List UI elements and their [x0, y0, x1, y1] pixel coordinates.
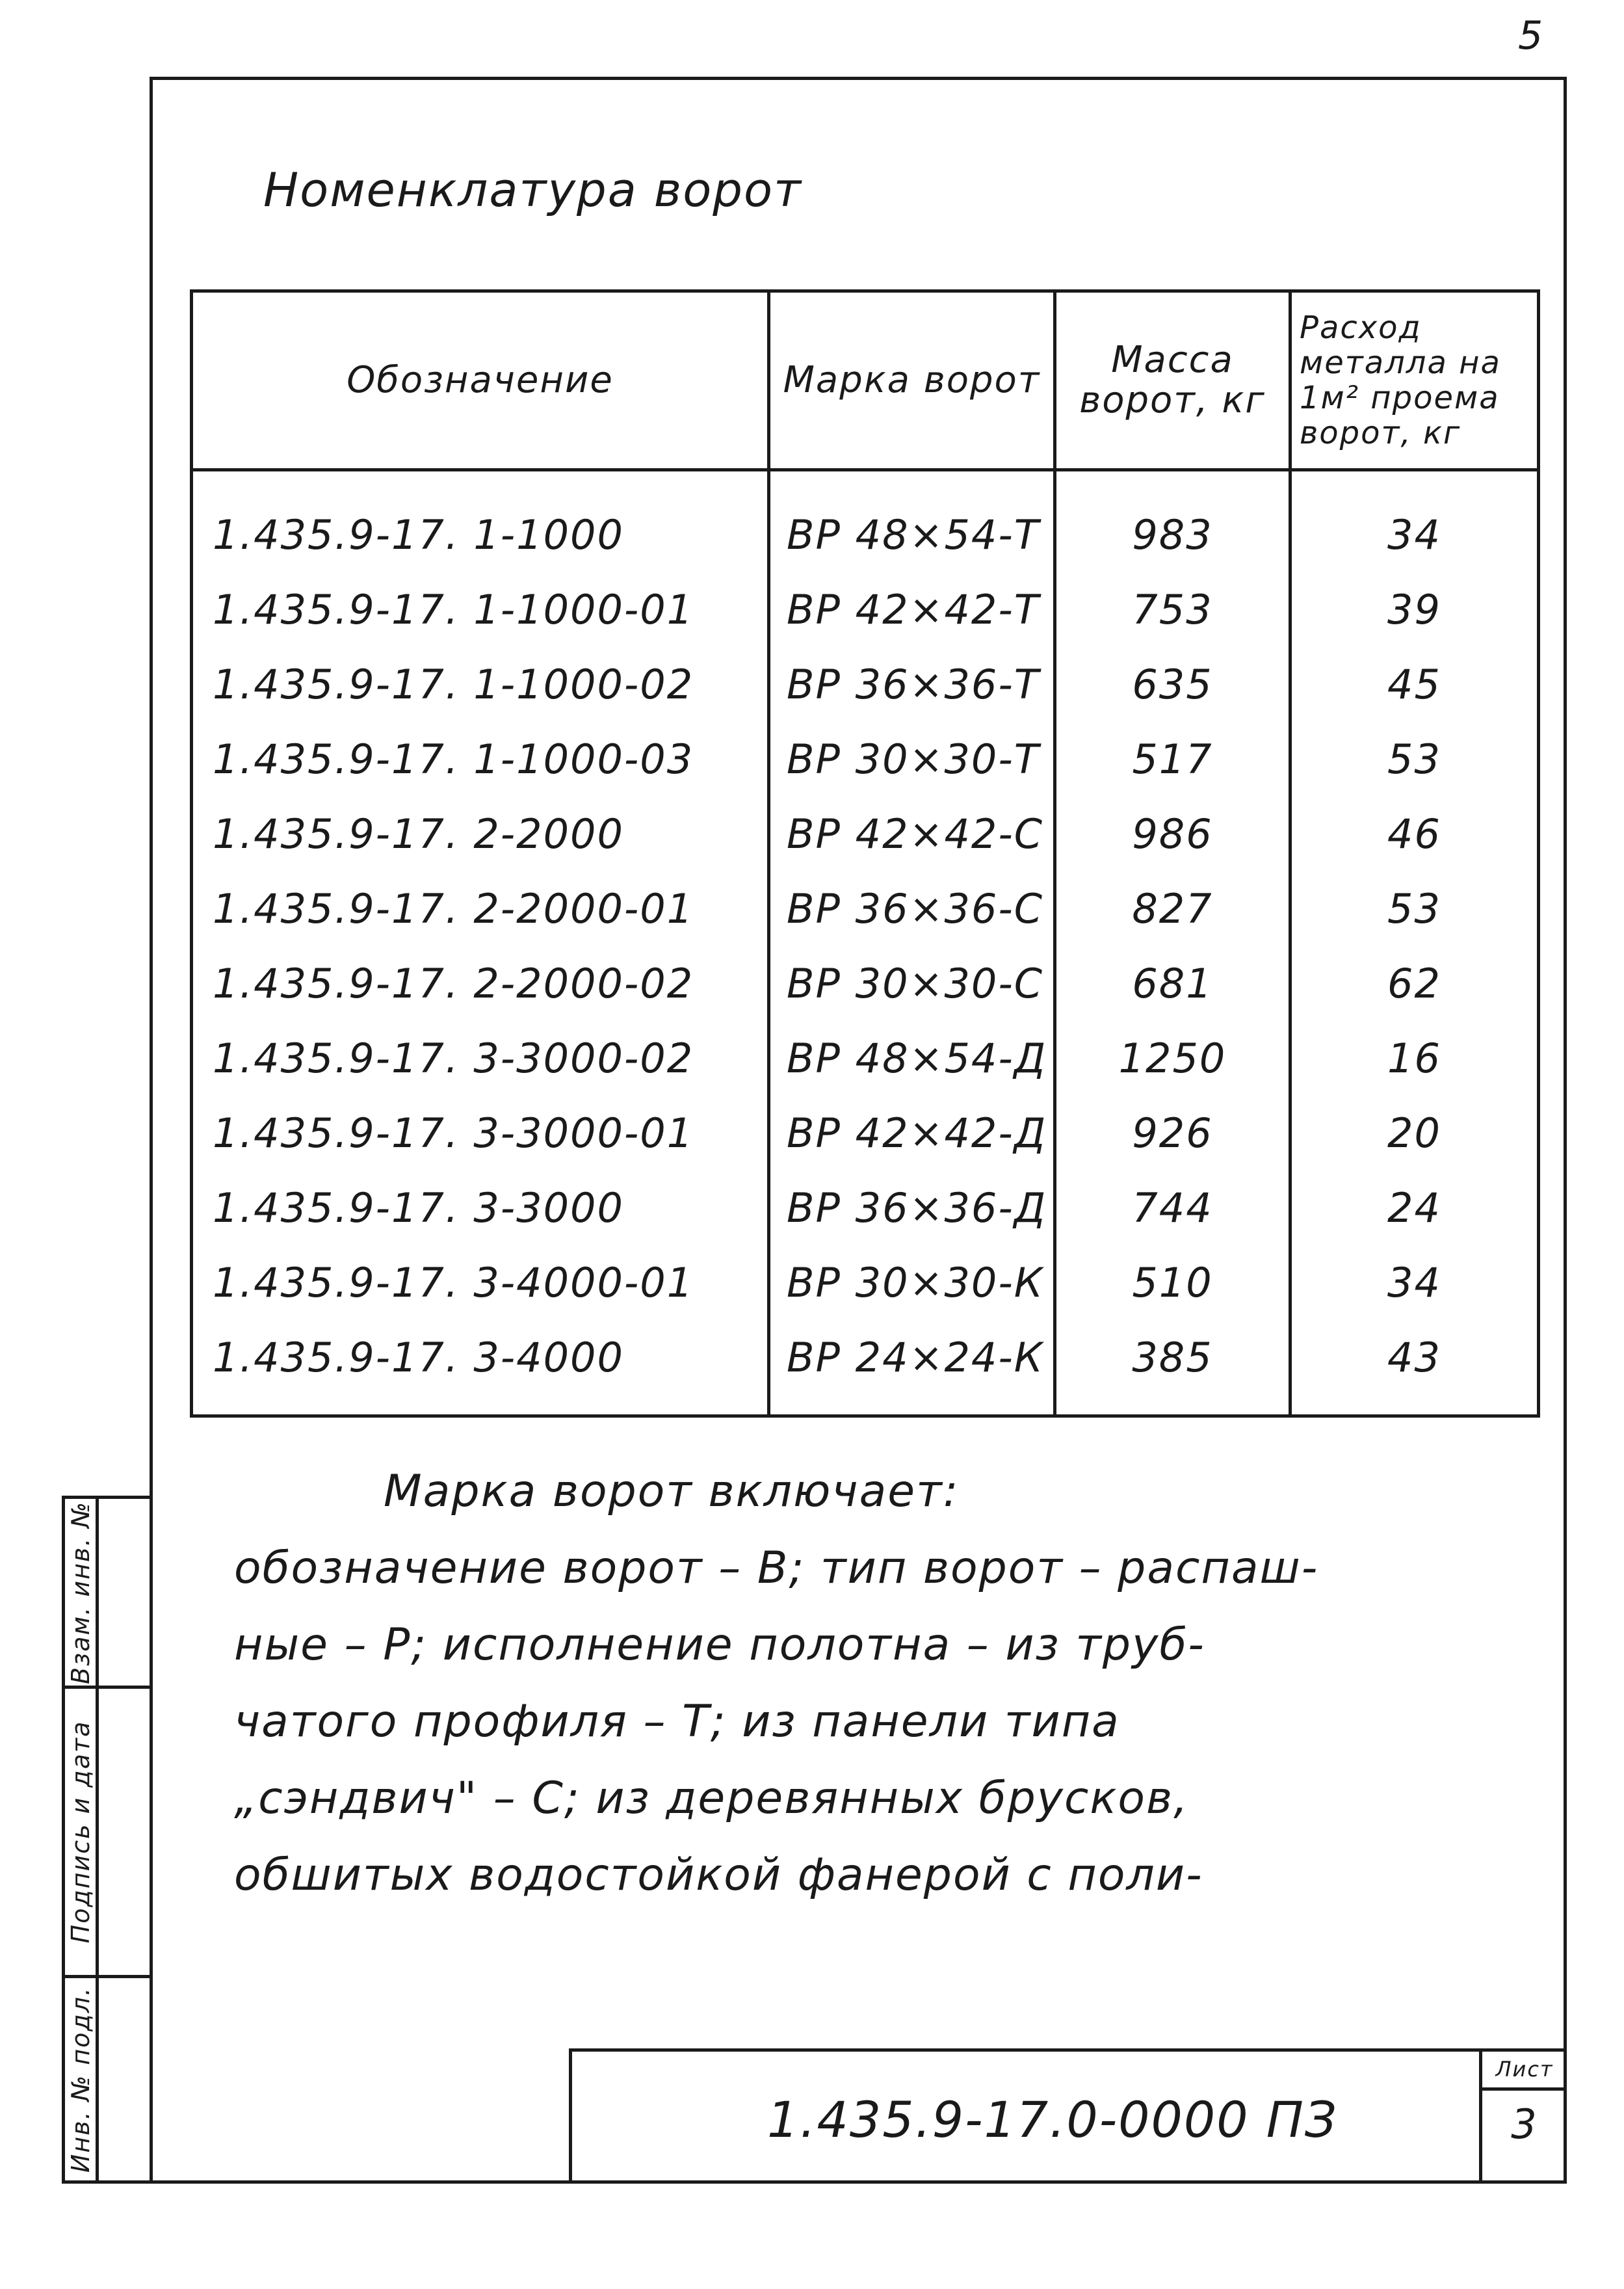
cell-metal-rate: 43 — [1290, 1320, 1539, 1416]
note-line: ные – Р; исполнение полотна – из труб- — [234, 1619, 1205, 1671]
cell-mass: 744 — [1055, 1171, 1290, 1245]
cell-metal-rate: 34 — [1290, 470, 1539, 573]
stamp-cell-signature — [65, 1689, 150, 1978]
table-row — [192, 572, 1539, 647]
table-row — [192, 1021, 1539, 1096]
cell-metal-rate: 53 — [1290, 871, 1539, 946]
page-title: Номенклатура ворот — [263, 163, 802, 217]
cell-mark: ВР 36×36-Д — [769, 1171, 1055, 1245]
note-line: „сэндвич" – С; из деревянных брусков, — [234, 1773, 1189, 1824]
cell-metal-rate: 34 — [1290, 1245, 1539, 1320]
page-number: 5 — [1518, 13, 1545, 59]
cell-mass: 1250 — [1055, 1021, 1290, 1096]
cell-designation: 1.435.9-17. 2-2000 — [192, 797, 769, 871]
cell-mass: 983 — [1055, 470, 1290, 573]
cell-designation: 1.435.9-17. 3-4000 — [192, 1320, 769, 1416]
table-row — [192, 1096, 1539, 1171]
cell-mass: 510 — [1055, 1245, 1290, 1320]
cell-metal-rate: 53 — [1290, 722, 1539, 797]
table-row — [192, 1320, 1539, 1416]
table-row — [192, 1245, 1539, 1320]
cell-designation: 1.435.9-17. 1-1000-02 — [192, 647, 769, 722]
cell-designation: 1.435.9-17. 1-1000-03 — [192, 722, 769, 797]
header-mass: Масса ворот, кг — [1055, 291, 1290, 470]
table-row — [192, 1171, 1539, 1245]
cell-designation: 1.435.9-17. 2-2000-02 — [192, 946, 769, 1021]
table-row — [192, 470, 1539, 573]
cell-mass: 753 — [1055, 572, 1290, 647]
cell-metal-rate: 62 — [1290, 946, 1539, 1021]
cell-mark: ВР 36×36-С — [769, 871, 1055, 946]
header-mark: Марка ворот — [769, 291, 1055, 470]
cell-designation: 1.435.9-17. 1-1000-01 — [192, 572, 769, 647]
sheet-label: Лист — [1482, 2052, 1567, 2091]
cell-metal-rate: 39 — [1290, 572, 1539, 647]
cell-mass: 827 — [1055, 871, 1290, 946]
cell-mass: 635 — [1055, 647, 1290, 722]
stamp-label: Инв. № подл. — [66, 1986, 95, 2173]
table-row — [192, 722, 1539, 797]
gates-nomenclature-table — [190, 289, 1540, 1418]
cell-mark: ВР 24×24-К — [769, 1320, 1055, 1416]
table-header-row — [192, 291, 1539, 470]
note-line: обозначение ворот – В; тип ворот – распаш- — [234, 1542, 1319, 1594]
cell-designation: 1.435.9-17. 3-4000-01 — [192, 1245, 769, 1320]
side-stamp — [62, 1496, 150, 2184]
cell-designation: 1.435.9-17. 3-3000-01 — [192, 1096, 769, 1171]
cell-mark: ВР 42×42-Д — [769, 1096, 1055, 1171]
stamp-cell-replacement — [65, 1499, 150, 1689]
cell-mass: 986 — [1055, 797, 1290, 871]
document-designation: 1.435.9-17.0-0000 ПЗ — [767, 2091, 1338, 2149]
cell-designation: 1.435.9-17. 3-3000-02 — [192, 1021, 769, 1096]
cell-designation: 1.435.9-17. 3-3000 — [192, 1171, 769, 1245]
cell-metal-rate: 16 — [1290, 1021, 1539, 1096]
mark-explanation — [234, 1453, 1521, 1914]
cell-designation: 1.435.9-17. 1-1000 — [192, 470, 769, 573]
cell-mark: ВР 48×54-Т — [769, 470, 1055, 573]
cell-mark: ВР 30×30-К — [769, 1245, 1055, 1320]
note-line: чатого профиля – Т; из панели типа — [234, 1696, 1120, 1747]
cell-mark: ВР 30×30-С — [769, 946, 1055, 1021]
cell-mark: ВР 30×30-Т — [769, 722, 1055, 797]
stamp-label: Взам. инв. № — [66, 1500, 95, 1684]
cell-mass: 385 — [1055, 1320, 1290, 1416]
stamp-cell-inventory — [65, 1978, 150, 2184]
cell-metal-rate: 20 — [1290, 1096, 1539, 1171]
cell-mark: ВР 36×36-Т — [769, 647, 1055, 722]
cell-designation: 1.435.9-17. 2-2000-01 — [192, 871, 769, 946]
note-line: Марка ворот включает: — [384, 1466, 960, 1517]
cell-mark: ВР 48×54-Д — [769, 1021, 1055, 1096]
cell-metal-rate: 24 — [1290, 1171, 1539, 1245]
table-row — [192, 647, 1539, 722]
cell-mark: ВР 42×42-С — [769, 797, 1055, 871]
note-line: обшитых водостойкой фанерой с поли- — [234, 1849, 1203, 1901]
table-row — [192, 946, 1539, 1021]
cell-mass: 681 — [1055, 946, 1290, 1021]
table-row — [192, 797, 1539, 871]
stamp-label: Подпись и дата — [66, 1720, 95, 1944]
cell-mark: ВР 42×42-Т — [769, 572, 1055, 647]
sheet-number: 3 — [1511, 2100, 1538, 2148]
cell-metal-rate: 45 — [1290, 647, 1539, 722]
cell-mass: 926 — [1055, 1096, 1290, 1171]
sheet-box — [1479, 2052, 1567, 2184]
cell-mass: 517 — [1055, 722, 1290, 797]
cell-metal-rate: 46 — [1290, 797, 1539, 871]
table-row — [192, 871, 1539, 946]
header-metal-rate: Расход металла на 1м² проема ворот, кг — [1290, 291, 1539, 470]
header-designation: Обозначение — [192, 291, 769, 470]
title-block — [569, 2048, 1567, 2184]
